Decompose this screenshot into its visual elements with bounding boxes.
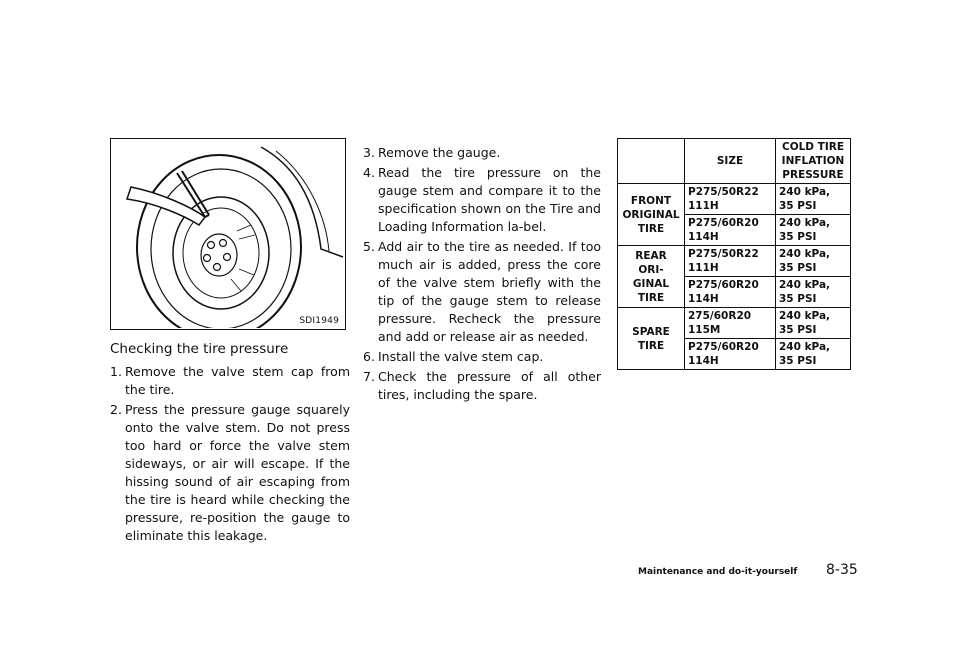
header-group	[618, 139, 685, 184]
pressure-cell: 240 kPa, 35 PSI	[776, 215, 851, 246]
step-item	[363, 164, 601, 236]
size-cell: P275/50R22 111H	[685, 184, 776, 215]
step-text: Check the pressure of all other tires, including the spare.	[378, 369, 601, 402]
tire-gauge-illustration	[110, 138, 346, 330]
figure-code: SDI1949	[299, 316, 339, 326]
size-cell: P275/60R20 114H	[685, 339, 776, 370]
footer-section-title: Maintenance and do-it-yourself	[638, 567, 798, 577]
section-heading: Checking the tire pressure	[110, 341, 289, 357]
step-number: 4.	[363, 165, 375, 180]
step-text: Read the tire pressure on the gauge stem and compare it to the specification shown on the Tire and Loading Information la-bel.	[378, 165, 601, 234]
tire-pressure-table	[617, 138, 851, 370]
pressure-cell: 240 kPa, 35 PSI	[776, 184, 851, 215]
pressure-cell: 240 kPa, 35 PSI	[776, 339, 851, 370]
step-text: Remove the gauge.	[378, 145, 501, 160]
step-number: 6.	[363, 349, 375, 364]
step-item	[363, 368, 601, 404]
pressure-cell: 240 kPa, 35 PSI	[776, 308, 851, 339]
step-number: 3.	[363, 145, 375, 160]
group-label: REAR ORI-GINAL TIRE	[618, 246, 685, 308]
group-label: FRONT ORIGINAL TIRE	[618, 184, 685, 246]
step-number: 2.	[110, 402, 122, 417]
table-header-row	[618, 139, 851, 184]
step-text: Press the pressure gauge squarely onto the valve stem. Do not press too hard or force the valve stem sideways, or air will escape. If the hissing sound of air escaping from the tire is heard while checking the pressure, re-position the gauge to eliminate this leakage.	[125, 402, 350, 543]
header-size: SIZE	[685, 139, 776, 184]
group-label: SPARE TIRE	[618, 308, 685, 370]
size-cell: P275/60R20 114H	[685, 277, 776, 308]
step-text: Add air to the tire as needed. If too much air is added, press the core of the valve stem briefly with the tip of the gauge stem to release pressure. Recheck the pressure and add or release air as needed.	[378, 239, 601, 344]
step-number: 1.	[110, 364, 122, 379]
step-item	[363, 144, 601, 162]
header-pressure: COLD TIRE INFLATION PRESSURE	[776, 139, 851, 184]
size-cell: 275/60R20 115M	[685, 308, 776, 339]
step-item	[110, 401, 350, 545]
table-row	[618, 184, 851, 215]
table-row	[618, 246, 851, 277]
step-text: Remove the valve stem cap from the tire.	[125, 364, 350, 397]
step-number: 5.	[363, 239, 375, 254]
table-row	[618, 308, 851, 339]
page-number: 8-35	[826, 562, 858, 578]
pressure-cell: 240 kPa, 35 PSI	[776, 277, 851, 308]
steps-list-left	[110, 363, 350, 547]
steps-list-middle	[363, 144, 601, 406]
pressure-cell: 240 kPa, 35 PSI	[776, 246, 851, 277]
size-cell: P275/60R20 114H	[685, 215, 776, 246]
size-cell: P275/50R22 111H	[685, 246, 776, 277]
step-number: 7.	[363, 369, 375, 384]
step-item	[363, 238, 601, 346]
tire-wheel-drawing	[111, 139, 344, 328]
step-item	[363, 348, 601, 366]
step-item	[110, 363, 350, 399]
step-text: Install the valve stem cap.	[378, 349, 544, 364]
